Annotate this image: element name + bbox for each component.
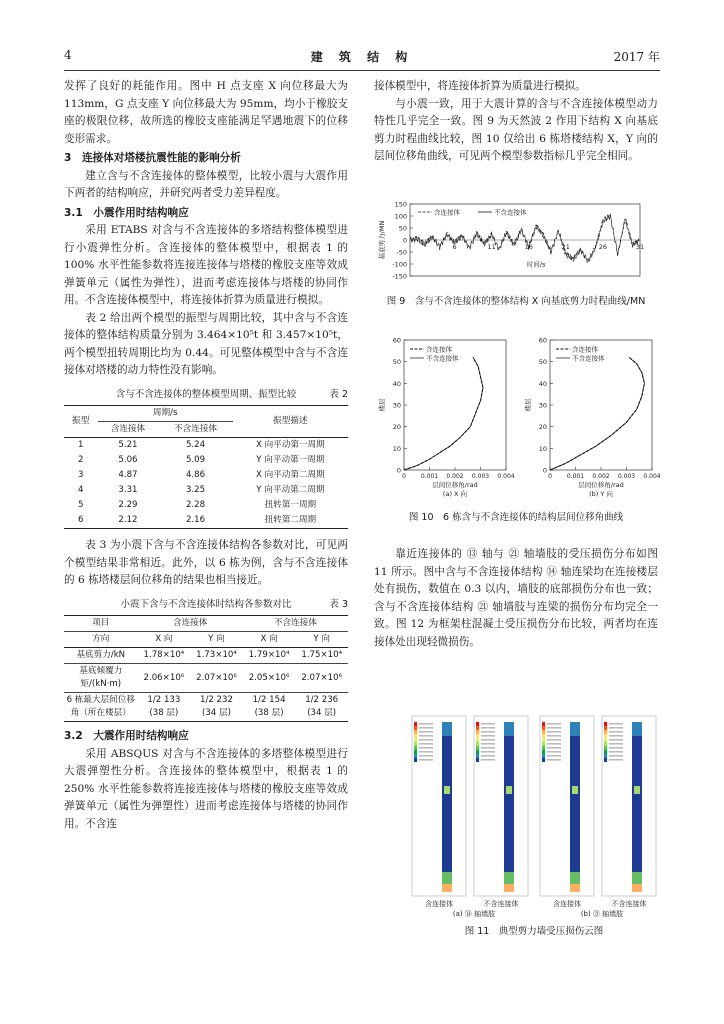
y-tick-label: 30 (538, 401, 547, 410)
table-cell: 1.75×10⁴ (295, 648, 348, 664)
table3 (64, 615, 348, 722)
legend-value-placeholder (609, 755, 623, 757)
table-cell: 5.06 (118, 455, 138, 465)
legend-value-placeholder (481, 743, 495, 745)
x-tick-label: 0.004 (497, 473, 515, 480)
table-header: 项目 (64, 616, 138, 632)
y-tick-label: 30 (392, 401, 401, 410)
table-row (64, 438, 348, 454)
wall-damage (572, 786, 578, 794)
wall-damage (632, 884, 642, 892)
legend-value-placeholder (419, 727, 433, 729)
table-cell: 2.16 (158, 513, 232, 529)
legend-swatch (476, 754, 479, 758)
table-cell: 3 (78, 470, 84, 480)
table-cell: 基底倾覆力矩/(kN·m) (64, 664, 138, 693)
wall-damage (506, 786, 512, 794)
table-cell: 4 (78, 485, 84, 495)
legend-swatch (414, 726, 417, 730)
legend-value-placeholder (419, 755, 433, 757)
table-header: 含连接体 (138, 616, 243, 632)
table-header: X 向 (138, 632, 191, 648)
legend-swatch (542, 750, 545, 754)
x-tick-label: 0.001 (566, 473, 585, 480)
y-tick-label: 10 (392, 444, 401, 453)
wall-strip (442, 722, 452, 892)
legend-swatch (542, 738, 545, 742)
panel-label: 不含连接体 (483, 900, 519, 908)
legend-swatch (414, 730, 417, 734)
table-row (64, 513, 348, 529)
wall-damage (634, 786, 640, 794)
legend-swatch (476, 758, 479, 762)
panel-subtitle: (b) Y 向 (589, 490, 613, 498)
y-tick-label: 150 (394, 200, 407, 209)
table-header: Y 向 (190, 632, 243, 648)
legend-value-placeholder (609, 731, 623, 733)
x-tick-label: 0 (548, 473, 552, 480)
legend-swatch (476, 742, 479, 746)
x-tick-label: 16 (524, 243, 533, 251)
table-header: 周期/s (98, 406, 233, 422)
legend-value-placeholder (419, 743, 433, 745)
y-tick-label: 10 (538, 444, 547, 453)
table-header: 方向 (64, 632, 138, 648)
wall-damage (504, 722, 514, 736)
table-cell: 1.73×10⁴ (190, 648, 243, 664)
y-tick-label: 40 (538, 379, 547, 388)
x-tick-label: 0.002 (446, 473, 464, 480)
wall-strip (504, 722, 514, 892)
y-tick-label: 50 (538, 358, 547, 367)
x-axis-label: 层间位移角/rad (578, 481, 624, 489)
legend-swatch (604, 750, 607, 754)
wall-strip (570, 722, 580, 892)
table-cell: X 向平动第二周期 (255, 470, 325, 480)
y-tick-label: 0 (396, 466, 401, 475)
legend-value-placeholder (481, 731, 495, 733)
right-column (374, 78, 658, 166)
series-line (410, 215, 639, 262)
table-row (64, 483, 348, 498)
table-cell: 4.86 (185, 470, 206, 480)
fig9-chart (374, 198, 658, 288)
table-cell: 3.31 (118, 485, 138, 495)
paragraph: 与小震一致，用于大震计算的含与不含连接体模型动力特性几乎完全一致。图 9 为天然波 2 作用下结构 X 向基底剪力时程曲线比较，图 10 仅给出 6 栋塔楼结构 X，Y 向的层间位移角曲线，可见两个模型参数指标几乎完全相同。 (374, 97, 658, 162)
x-tick-label: 0.003 (471, 473, 490, 480)
wall-damage (442, 884, 452, 892)
legend-value-placeholder (609, 747, 623, 749)
fig11-contours (404, 712, 664, 920)
legend-value-placeholder (609, 743, 623, 745)
wall-damage (570, 884, 580, 892)
table-row (64, 648, 348, 664)
legend-value-placeholder (419, 731, 433, 733)
table-cell: 1/2 154 (38 层) (243, 693, 296, 722)
y-tick-label: -150 (392, 272, 407, 281)
table-cell: 1.79×10⁴ (243, 648, 296, 664)
legend-swatch (604, 734, 607, 738)
legend-swatch (414, 750, 417, 754)
legend-value-placeholder (547, 743, 561, 745)
x-tick-label: 6 (452, 243, 457, 251)
series-line (404, 357, 483, 470)
legend-value-placeholder (419, 747, 433, 749)
table-cell: 基底剪力/kN (64, 648, 138, 664)
table-header: 不含连接体 (243, 616, 348, 632)
legend-swatch (414, 746, 417, 750)
legend-value-placeholder (481, 727, 495, 729)
table2-caption: 含与不含连接体的整体模型周期、振型比较 表 2 (115, 388, 348, 400)
paragraph: 表 3 为小震下含与不含连接体结构各参数对比，可见两个模型结果非常相近。此外，以 6 栋为例，含与不含连接体的 6 栋塔楼层间位移角的结果也相当接近。 (64, 539, 348, 586)
y-tick-label: -100 (392, 260, 407, 269)
legend-value-placeholder (609, 751, 623, 753)
table-header: 振型 (64, 406, 98, 438)
legend-swatch (476, 746, 479, 750)
legend-value-placeholder (609, 723, 623, 725)
legend-swatch (542, 754, 545, 758)
table-row (64, 453, 348, 468)
legend-swatch (604, 754, 607, 758)
left-column (64, 78, 348, 833)
paragraph: 靠近连接体的 ⑬ 轴与 ㉑ 轴墙肢的受压损伤分布如图 11 所示。图中含与不含连接体结构 ⑭ 轴连梁均在连接楼层处有损伤，数值在 0.3 以内，墙肢的底部损伤分布也一致；含与不含连接体结构 ㉑ 轴墙肢与连梁的损伤分布均完全一致。图 12 为框架柱混凝土受压损伤分布比较，两者均在连接体处出现轻微损伤。 (374, 548, 658, 648)
legend-value-placeholder (481, 759, 495, 761)
table-cell: 3.25 (185, 485, 206, 495)
x-tick-label: 0.002 (592, 473, 610, 480)
legend-label: 含连接体 (434, 208, 460, 217)
table-row (64, 468, 348, 483)
legend-swatch (414, 722, 417, 726)
series-line (550, 357, 644, 470)
y-axis-label: 楼层 (524, 398, 532, 412)
series-line (550, 357, 644, 470)
wall-damage (442, 722, 452, 736)
y-tick-label: 50 (398, 224, 407, 233)
paragraph: 采用 ABSQUS 对含与不含连接体的多塔整体模型进行大震弹塑性分析。含连接体的整体模型中，根据表 1 的 250% 水平性能参数将连接连接体与塔楼的橡胶支座等效成弹簧单元（属性为弹塑性）进而考虑连接体与塔楼的协同作用。不含连 (64, 747, 348, 830)
table-cell: 5 (78, 500, 84, 510)
wall-damage (570, 722, 580, 736)
table-cell: 6 (64, 513, 98, 529)
legend-label: 不含连接体 (426, 354, 459, 363)
table-cell: 2.29 (118, 500, 138, 510)
legend-swatch (542, 742, 545, 746)
legend-value-placeholder (481, 723, 495, 725)
legend-swatch (542, 726, 545, 730)
legend-value-placeholder (547, 747, 561, 749)
x-tick-label: 21 (561, 243, 570, 251)
legend-swatch (476, 726, 479, 730)
table-cell: 1/2 232 (34 层) (190, 693, 243, 722)
table2 (64, 405, 348, 529)
legend-value-placeholder (481, 735, 495, 737)
subsection-heading: 3.1 小震作用时结构响应 (64, 206, 189, 219)
series-line (410, 213, 639, 262)
legend-value-placeholder (547, 755, 561, 757)
legend-swatch (414, 742, 417, 746)
table-header: Y 向 (295, 632, 348, 648)
x-tick-label: 31 (635, 243, 645, 251)
legend-swatch (414, 738, 417, 742)
legend-label: 含连接体 (426, 345, 452, 354)
paragraph: 采用 ETABS 对含与不含连接体的多塔结构整体模型进行小震弹性分析。含连接体的整体模型中，根据表 1 的 100% 水平性能参数将连接连接体与塔楼的橡胶支座等效成弹簧单元（属性为弹性），进而考虑连接体与塔楼的协同作用。不含连接体模型中，将连接体折算为质量进行模拟。 (64, 224, 348, 306)
legend-value-placeholder (609, 735, 623, 737)
panel-label: 含连接体 (425, 900, 453, 908)
legend-swatch (604, 722, 607, 726)
table-cell: 5.21 (118, 440, 138, 450)
subsection-heading: 3.2 大震作用时结构响应 (64, 730, 189, 742)
table-cell: 2.05×10⁶ (243, 664, 296, 693)
x-axis-label: 层间位移角/rad (432, 481, 478, 489)
table-cell: 2.07×10⁶ (295, 664, 348, 693)
legend-value-placeholder (481, 747, 495, 749)
table-header: 不含连接体 (158, 422, 232, 438)
table-row (64, 693, 348, 722)
wall-damage (504, 884, 514, 892)
page-header (64, 48, 660, 68)
legend-value-placeholder (609, 739, 623, 741)
legend-value-placeholder (547, 735, 561, 737)
table-cell: 2.12 (98, 513, 159, 529)
header-rule (64, 70, 660, 71)
legend-swatch (604, 746, 607, 750)
y-tick-label: 60 (538, 336, 547, 345)
panel-label: 含连接体 (553, 900, 581, 908)
fig10-chart (374, 334, 661, 504)
x-tick-label: 0.004 (643, 473, 661, 480)
legend-value-placeholder (481, 755, 495, 757)
figure-9 (374, 198, 658, 328)
legend-swatch (542, 758, 545, 762)
legend-swatch (542, 746, 545, 750)
table-cell: 1/2 133 (38 层) (138, 693, 191, 722)
section-heading: 3 连接体对塔楼抗震性能的影响分析 (64, 152, 241, 164)
table-cell: 2.06×10⁶ (138, 664, 191, 693)
subfigure-label: (b) ㉑ 轴墙肢 (580, 910, 624, 918)
legend-swatch (542, 722, 545, 726)
y-tick-label: 0 (402, 236, 407, 245)
legend-value-placeholder (419, 739, 433, 741)
legend-value-placeholder (419, 735, 433, 737)
y-tick-label: 0 (542, 466, 547, 475)
table-cell: 1 (78, 440, 84, 450)
table-header: 振型描述 (233, 406, 348, 438)
table-cell: 4.87 (118, 470, 138, 480)
legend-value-placeholder (547, 759, 561, 761)
paragraph: 建立含与不含连接体的整体模型，比较小震与大震作用下两者的结构响应，并研究两者受力差异程度。 (64, 169, 348, 199)
table-cell: 扭转第一周期 (264, 500, 317, 510)
legend-swatch (414, 754, 417, 758)
legend-value-placeholder (547, 739, 561, 741)
legend-swatch (476, 734, 479, 738)
legend-label: 不含连接体 (572, 354, 605, 363)
legend-swatch (476, 750, 479, 754)
legend-value-placeholder (547, 723, 561, 725)
y-tick-label: 20 (392, 423, 401, 432)
x-tick-label: 26 (598, 243, 608, 251)
legend-label: 含连接体 (572, 345, 598, 354)
y-tick-label: 50 (392, 358, 401, 367)
table-row (64, 664, 348, 693)
legend-swatch (604, 742, 607, 746)
x-axis-label: 时间/s (526, 260, 546, 269)
legend-value-placeholder (609, 759, 623, 761)
figure-11 (404, 712, 664, 952)
paragraph: 接体模型中，将连接体折算为质量进行模拟。 (374, 80, 586, 92)
legend-value-placeholder (481, 751, 495, 753)
y-tick-label: 40 (392, 379, 401, 388)
table-cell: Y 向平动第一周期 (256, 455, 325, 465)
x-tick-label: 11 (487, 243, 496, 251)
y-axis-label: 基底剪力/MN (378, 220, 386, 260)
page-number: 4 (64, 48, 72, 62)
x-tick-label: 0.003 (617, 473, 636, 480)
legend-value-placeholder (419, 759, 433, 761)
table-cell: Y 向平动第二周期 (256, 485, 325, 495)
paragraph: 表 2 给出两个模型的振型与周期比较，其中含与不含连接体的整体结构质量分别为 3.464×10⁵t 和 3.457×10⁵t，两个模型扭转周期比均为 0.44。可见整体模型中含与不含连接体对塔楼的动力特性没有影响。 (64, 311, 348, 376)
subfigure-label: (a) ⑭ 轴墙肢 (452, 910, 496, 918)
table-cell: 5.09 (185, 455, 206, 465)
legend-label: 不含连接体 (494, 208, 527, 217)
paragraph: 发挥了良好的耗能作用。图中 H 点支座 X 向位移最大为 113mm，G 点支座 Y 向位移最大为 95mm，均小于橡胶支座的极限位移，故所选的橡胶支座能满足罕遇地震下的位移变形需求。 (64, 80, 348, 145)
legend-swatch (604, 758, 607, 762)
y-tick-label: -50 (396, 248, 407, 257)
table-cell: 5.24 (185, 440, 206, 450)
legend-swatch (476, 730, 479, 734)
table3-caption: 小震下含与不含连接体时结构各参数对比 表 3 (120, 598, 348, 610)
legend-swatch (604, 738, 607, 742)
x-tick-label: 0.001 (420, 473, 439, 480)
table-cell: 2.28 (185, 500, 206, 510)
legend-swatch (604, 730, 607, 734)
table-row (64, 498, 348, 513)
legend-value-placeholder (547, 751, 561, 753)
legend-swatch (476, 738, 479, 742)
y-tick-label: 100 (394, 212, 407, 221)
table-header: 含连接体 (98, 422, 159, 438)
y-tick-label: 60 (392, 336, 401, 345)
legend-swatch (476, 722, 479, 726)
legend-value-placeholder (609, 727, 623, 729)
series-line (404, 357, 483, 470)
legend-value-placeholder (481, 739, 495, 741)
y-tick-label: 20 (538, 423, 547, 432)
table-cell: 1/2 236 (34 层) (295, 693, 348, 722)
table-cell: 1.78×10⁴ (138, 648, 191, 664)
legend-value-placeholder (419, 751, 433, 753)
table-cell: 2.07×10⁶ (190, 664, 243, 693)
panel-label: 不含连接体 (611, 900, 647, 908)
wall-damage (444, 786, 450, 794)
legend-swatch (414, 758, 417, 762)
legend-value-placeholder (547, 731, 561, 733)
legend-swatch (604, 726, 607, 730)
wall-strip (632, 722, 642, 892)
journal-year: 2017 年 (613, 50, 660, 64)
panel-subtitle: (a) X 向 (442, 490, 468, 498)
legend-value-placeholder (419, 723, 433, 725)
table-cell: 2 (78, 455, 84, 465)
journal-title: 建 筑 结 构 (310, 50, 414, 64)
table-cell: X 向平动第一周期 (255, 440, 325, 450)
legend-swatch (414, 734, 417, 738)
y-axis-label: 楼层 (378, 398, 386, 412)
legend-value-placeholder (547, 727, 561, 729)
wall-damage (632, 722, 642, 736)
table-cell: 6 栋最大层间位移角（所在楼层） (64, 693, 138, 722)
x-tick-label: 0 (402, 473, 406, 480)
figure-9-caption: 图 9 含与不含连接体的整体结构 X 向基底剪力时程曲线/MN (386, 296, 646, 307)
figure-10 (374, 334, 661, 534)
figure-11-caption: 图 11 典型剪力墙受压损伤云图 (464, 926, 604, 937)
legend-swatch (542, 734, 545, 738)
figure-10-caption: 图 10 6 栋含与不含连接体的结构层间位移角曲线 (408, 512, 624, 523)
table-header: X 向 (243, 632, 296, 648)
right-column-lower (374, 546, 658, 651)
table-cell: 扭转第二周期 (233, 513, 348, 529)
legend-swatch (542, 730, 545, 734)
